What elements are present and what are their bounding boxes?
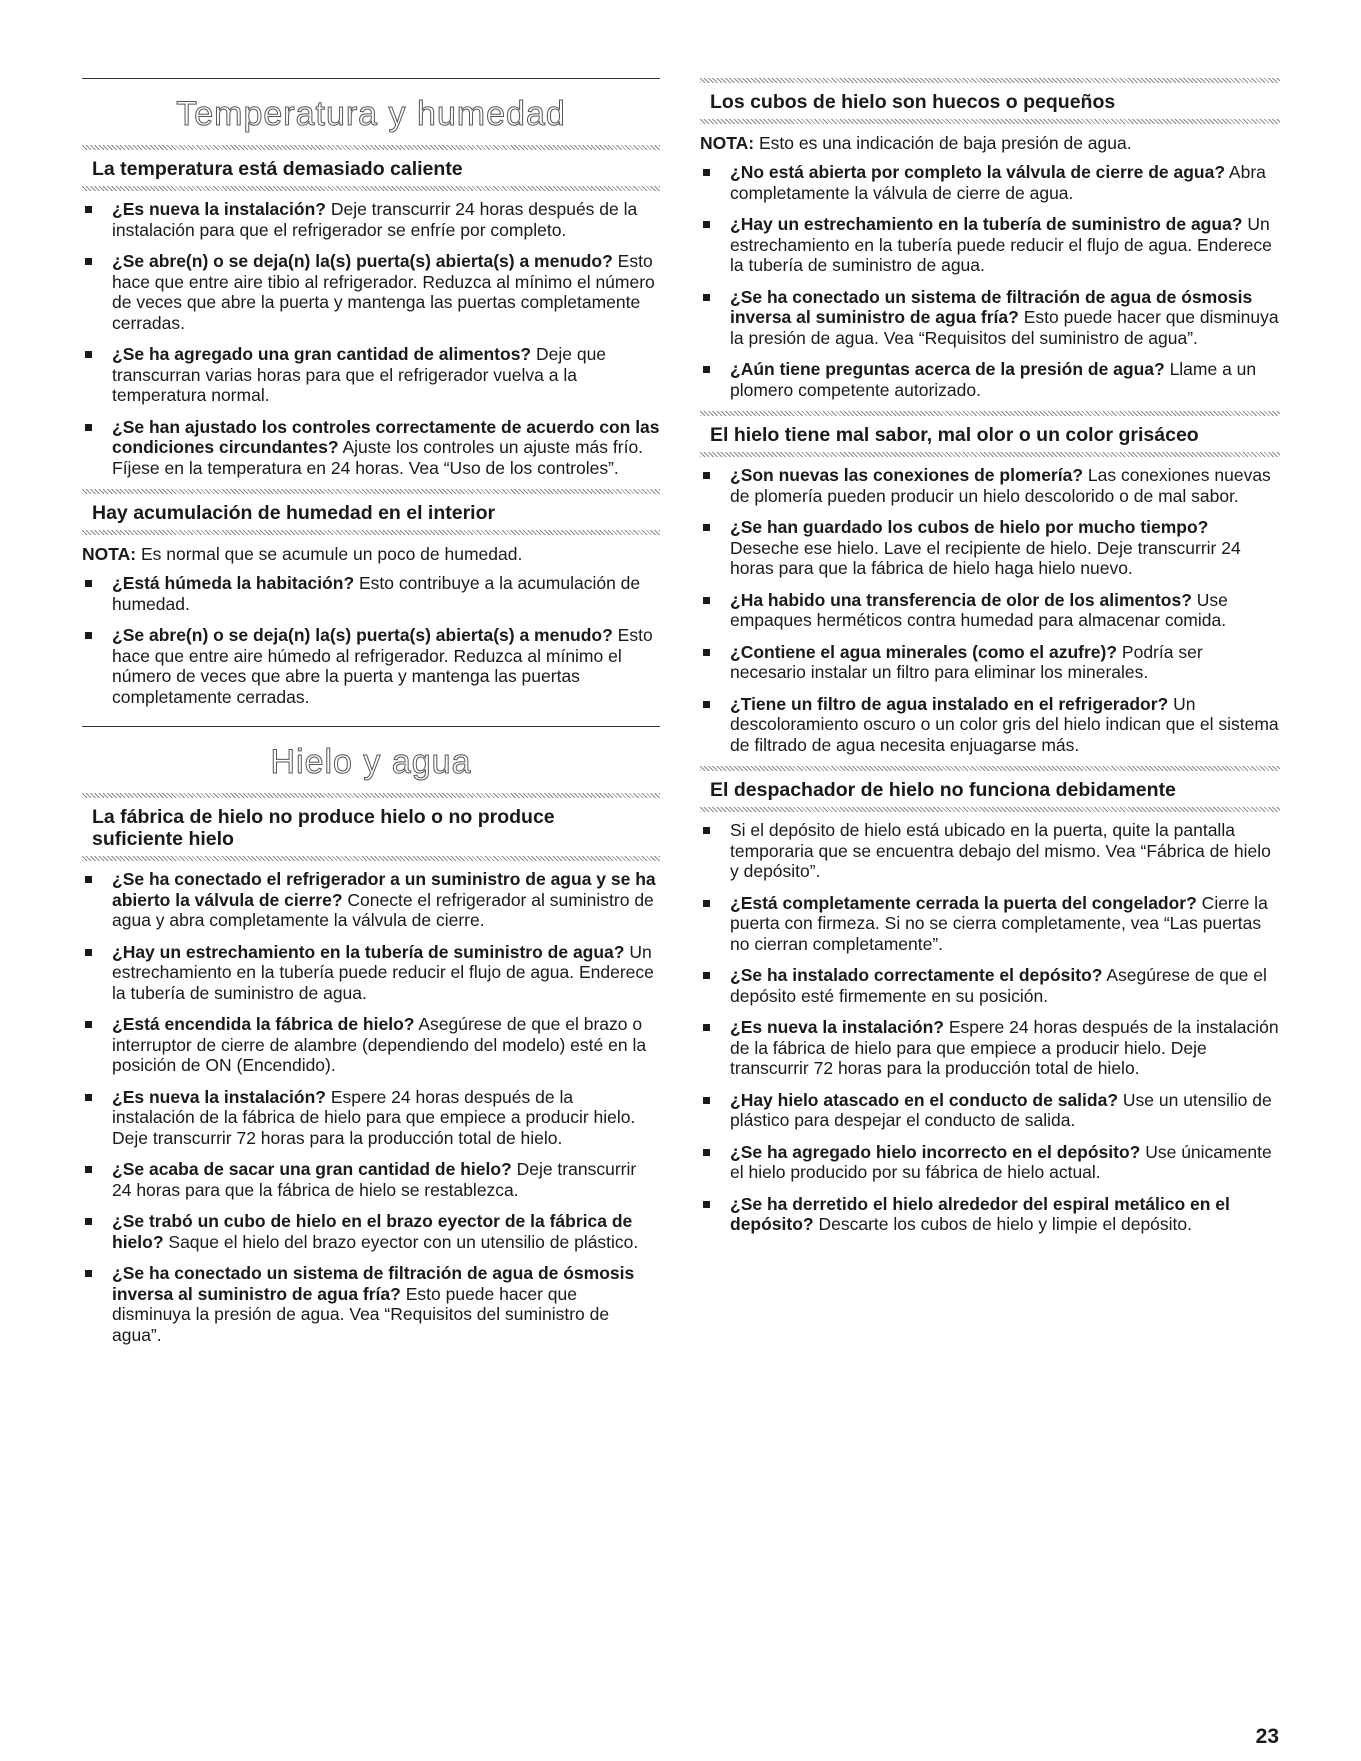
hatch-divider [700, 807, 1280, 812]
subsection-humedad-interior [82, 489, 660, 707]
subsection-title: El despachador de hielo no funciona debidamente [710, 779, 1176, 801]
hatch-divider [82, 530, 660, 535]
item-list [700, 820, 1280, 1235]
subsection-temperatura-caliente [82, 145, 660, 478]
subsection-title: La fábrica de hielo no produce hielo o no produce suficiente hielo [92, 806, 555, 850]
list-item: ¿Hay hielo atascado en el conducto de salida? Use un utensilio de plástico para despejar el conducto de salida. [700, 1090, 1280, 1131]
list-item: ¿Se abre(n) o se deja(n) la(s) puerta(s) abierta(s) a menudo? Esto hace que entre aire húmedo al refrigerador. Reduzca al mínimo el número de veces que abre la puerta y mantenga las puertas completamente cerradas. [82, 625, 660, 707]
list-item: ¿Se ha conectado el refrigerador a un suministro de agua y se ha abierto la válvula de cierre? Conecte el refrigerador al suministro de agua y abra completamente la válvula de cierre. [82, 869, 660, 931]
item-list [700, 162, 1280, 400]
section-title-hielo-agua: Hielo y agua [270, 743, 472, 781]
list-item: ¿Son nuevas las conexiones de plomería? Las conexiones nuevas de plomería pueden producir un hielo descolorido o de mal sabor. [700, 465, 1280, 506]
list-item: ¿Se ha agregado una gran cantidad de alimentos? Deje que transcurran varias horas para que el refrigerador vuelva a la temperatura normal. [82, 344, 660, 406]
hatch-divider [82, 186, 660, 191]
list-item: ¿Es nueva la instalación? Deje transcurrir 24 horas después de la instalación para que el refrigerador se enfríe por completo. [82, 199, 660, 240]
list-item: ¿Se han ajustado los controles correctamente de acuerdo con las condiciones circundantes? Ajuste los controles un ajuste más frío. Fíjese en la temperatura en 24 horas. Vea “Uso de los controles”. [82, 417, 660, 479]
item-list [82, 869, 660, 1345]
list-item: ¿Se ha conectado un sistema de filtración de agua de ósmosis inversa al suministro de agua fría? Esto puede hacer que disminuya la presión de agua. Vea “Requisitos del suministro de agua”. [82, 1263, 660, 1345]
subsection-title: Los cubos de hielo son huecos o pequeños [710, 91, 1116, 113]
list-item: ¿Tiene un filtro de agua instalado en el refrigerador? Un descoloramiento oscuro o un color gris del hielo indican que el sistema de filtrado de agua necesita enjuagarse más. [700, 694, 1280, 756]
right-column [700, 78, 1280, 1246]
hatch-divider [700, 452, 1280, 457]
list-item: ¿Contiene el agua minerales (como el azufre)? Podría ser necesario instalar un filtro para eliminar los minerales. [700, 642, 1280, 683]
subsection-cubos-huecos [700, 78, 1280, 400]
list-item: ¿Es nueva la instalación? Espere 24 horas después de la instalación de la fábrica de hielo para que empiece a producir hielo. Deje transcurrir 72 horas para la producción total de hielo. [82, 1087, 660, 1149]
item-list [82, 573, 660, 707]
list-item: ¿Se ha conectado un sistema de filtración de agua de ósmosis inversa al suministro de agua fría? Esto puede hacer que disminuya la presión de agua. Vea “Requisitos del suministro de agua”. [700, 287, 1280, 349]
item-list [700, 465, 1280, 755]
list-item: ¿Se acaba de sacar una gran cantidad de hielo? Deje transcurrir 24 horas para que la fábrica de hielo se restablezca. [82, 1159, 660, 1200]
list-item: ¿Se ha agregado hielo incorrecto en el depósito? Use únicamente el hielo producido por su fábrica de hielo actual. [700, 1142, 1280, 1183]
list-item: ¿Aún tiene preguntas acerca de la presión de agua? Llame a un plomero competente autorizado. [700, 359, 1280, 400]
item-list [82, 199, 660, 478]
subsection-despachador [700, 766, 1280, 1235]
section-title-temperatura: Temperatura y humedad [176, 95, 566, 133]
note-text: NOTA: Es normal que se acumule un poco de humedad. [82, 544, 523, 564]
subsection-mal-sabor [700, 411, 1280, 755]
subsection-fabrica-hielo [82, 793, 660, 1345]
list-item: ¿Está húmeda la habitación? Esto contribuye a la acumulación de humedad. [82, 573, 660, 614]
list-item: ¿Se han guardado los cubos de hielo por mucho tiempo? Deseche ese hielo. Lave el recipiente de hielo. Deje transcurrir 24 horas para que la fábrica de hielo haga hielo nuevo. [700, 517, 1280, 579]
subsection-title: Hay acumulación de humedad en el interior [92, 502, 496, 524]
list-item: ¿Hay un estrechamiento en la tubería de suministro de agua? Un estrechamiento en la tubería puede reducir el flujo de agua. Enderece la tubería de suministro de agua. [82, 942, 660, 1004]
section-rule [82, 78, 660, 79]
list-item: ¿No está abierta por completo la válvula de cierre de agua? Abra completamente la válvula de cierre de agua. [700, 162, 1280, 203]
list-item: ¿Se abre(n) o se deja(n) la(s) puerta(s) abierta(s) a menudo? Esto hace que entre aire tibio al refrigerador. Reduzca al mínimo el número de veces que abre la puerta y mantenga las puertas completamente cerradas. [82, 251, 660, 333]
section-rule [82, 726, 660, 727]
list-item: ¿Se ha derretido el hielo alrededor del espiral metálico en el depósito? Descarte los cubos de hielo y limpie el depósito. [700, 1194, 1280, 1235]
hatch-divider [700, 119, 1280, 124]
page-number: 23 [1255, 1725, 1279, 1748]
subsection-title: El hielo tiene mal sabor, mal olor o un color grisáceo [710, 424, 1199, 446]
subsection-title: La temperatura está demasiado caliente [92, 158, 463, 180]
hatch-divider [82, 856, 660, 861]
list-item: Si el depósito de hielo está ubicado en la puerta, quite la pantalla temporaria que se encuentra debajo del mismo. Vea “Fábrica de hielo y depósito”. [700, 820, 1280, 882]
list-item: ¿Ha habido una transferencia de olor de los alimentos? Use empaques herméticos contra humedad para almacenar comida. [700, 590, 1280, 631]
list-item: ¿Hay un estrechamiento en la tubería de suministro de agua? Un estrechamiento en la tubería puede reducir el flujo de agua. Enderece la tubería de suministro de agua. [700, 214, 1280, 276]
list-item: ¿Está completamente cerrada la puerta del congelador? Cierre la puerta con firmeza. Si no se cierra completamente, vea “Las puertas no cierran completamente”. [700, 893, 1280, 955]
list-item: ¿Es nueva la instalación? Espere 24 horas después de la instalación de la fábrica de hielo para que empiece a producir hielo. Deje transcurrir 72 horas para la producción total de hielo. [700, 1017, 1280, 1079]
list-item: ¿Está encendida la fábrica de hielo? Asegúrese de que el brazo o interruptor de cierre de alambre (dependiendo del modelo) esté en la posición de ON (Encendido). [82, 1014, 660, 1076]
note-text: NOTA: Esto es una indicación de baja presión de agua. [700, 133, 1132, 153]
list-item: ¿Se trabó un cubo de hielo en el brazo eyector de la fábrica de hielo? Saque el hielo del brazo eyector con un utensilio de plástico. [82, 1211, 660, 1252]
left-column [82, 78, 660, 1356]
list-item: ¿Se ha instalado correctamente el depósito? Asegúrese de que el depósito esté firmemente en su posición. [700, 965, 1280, 1006]
